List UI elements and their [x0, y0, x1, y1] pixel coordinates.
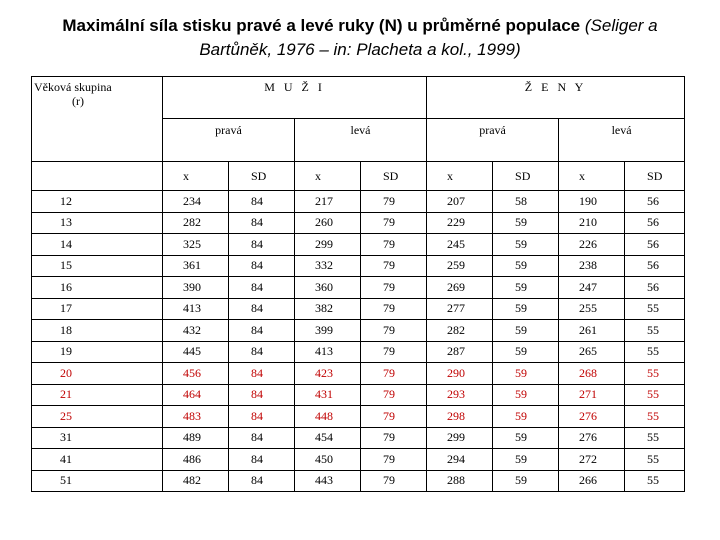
- age-cell: 17: [32, 298, 163, 320]
- table-row: [32, 298, 685, 320]
- men-left-sd-cell: 79: [361, 427, 427, 449]
- men-right-sd-cell: 84: [229, 427, 295, 449]
- men-right-x-cell: 486: [163, 449, 229, 471]
- women-right-x-cell: 288: [427, 470, 493, 492]
- men-right-sd-cell: 84: [229, 470, 295, 492]
- women-left-sd-cell: 55: [625, 363, 685, 385]
- men-right-x-header: x: [163, 162, 229, 191]
- women-left-x-cell: 226: [559, 234, 625, 256]
- age-cell: 51: [32, 470, 163, 492]
- men-left-sd-cell: 79: [361, 298, 427, 320]
- men-right-x-cell: 325: [163, 234, 229, 256]
- women-left-sd-cell: 55: [625, 298, 685, 320]
- men-left-x-cell: 399: [295, 320, 361, 342]
- men-right-x-cell: 464: [163, 384, 229, 406]
- men-left-sd-cell: 79: [361, 341, 427, 363]
- men-left-sd-cell: 79: [361, 191, 427, 213]
- men-right-sd-header: SD: [229, 162, 295, 191]
- men-left-x-cell: 260: [295, 212, 361, 234]
- women-left-x-cell: 238: [559, 255, 625, 277]
- men-left-sd-cell: 79: [361, 212, 427, 234]
- men-left-x-cell: 332: [295, 255, 361, 277]
- table-row: [32, 341, 685, 363]
- women-left-sd-cell: 56: [625, 191, 685, 213]
- table-row: [32, 470, 685, 492]
- women-right-sd-cell: 58: [493, 191, 559, 213]
- men-right-sd-cell: 84: [229, 212, 295, 234]
- age-group-unit: (r): [72, 94, 84, 108]
- age-group-label: Věková skupina: [34, 80, 112, 94]
- women-left-sd-cell: 56: [625, 255, 685, 277]
- page-title: [20, 14, 700, 62]
- women-right-x-cell: 277: [427, 298, 493, 320]
- men-left-sd-cell: 79: [361, 449, 427, 471]
- men-left-x-cell: 423: [295, 363, 361, 385]
- men-left-sd-cell: 79: [361, 470, 427, 492]
- women-left-x-cell: 266: [559, 470, 625, 492]
- table-row: [32, 449, 685, 471]
- men-left-sd-cell: 79: [361, 320, 427, 342]
- women-right-sd-cell: 59: [493, 363, 559, 385]
- women-left-x-cell: 265: [559, 341, 625, 363]
- men-left-sd-cell: 79: [361, 234, 427, 256]
- age-group-header: [32, 77, 163, 162]
- men-right-x-cell: 390: [163, 277, 229, 299]
- grip-strength-table: [31, 76, 685, 492]
- women-right-sd-cell: 59: [493, 384, 559, 406]
- women-right-x-cell: 294: [427, 449, 493, 471]
- women-right-sd-cell: 59: [493, 427, 559, 449]
- table-row: [32, 406, 685, 428]
- age-cell: 41: [32, 449, 163, 471]
- women-left-sd-cell: 55: [625, 427, 685, 449]
- women-left-x-cell: 271: [559, 384, 625, 406]
- men-left-x-header: x: [295, 162, 361, 191]
- age-cell: 20: [32, 363, 163, 385]
- women-right-sd-cell: 59: [493, 470, 559, 492]
- title-citation-start: (Seliger a: [584, 16, 658, 35]
- men-left-sd-cell: 79: [361, 384, 427, 406]
- age-cell: 25: [32, 406, 163, 428]
- women-right-sd-cell: 59: [493, 212, 559, 234]
- men-right-x-cell: 482: [163, 470, 229, 492]
- men-left-x-cell: 413: [295, 341, 361, 363]
- women-left-sd-cell: 56: [625, 212, 685, 234]
- men-left-sd-header: SD: [361, 162, 427, 191]
- men-right-sd-cell: 84: [229, 449, 295, 471]
- men-left-x-cell: 360: [295, 277, 361, 299]
- table-row: [32, 255, 685, 277]
- age-cell: 18: [32, 320, 163, 342]
- women-right-x-cell: 299: [427, 427, 493, 449]
- women-right-x-cell: 207: [427, 191, 493, 213]
- women-left-x-cell: 268: [559, 363, 625, 385]
- women-right-sd-cell: 59: [493, 449, 559, 471]
- women-left-sd-cell: 55: [625, 320, 685, 342]
- women-left-sd-cell: 56: [625, 277, 685, 299]
- table-row: [32, 191, 685, 213]
- men-right-x-cell: 234: [163, 191, 229, 213]
- men-header: M U Ž I: [163, 77, 427, 119]
- women-left-x-cell: 247: [559, 277, 625, 299]
- men-right-sd-cell: 84: [229, 277, 295, 299]
- title-main: Maximální síla stisku pravé a levé ruky (N) u průměrné populace: [62, 16, 581, 35]
- women-right-x-cell: 290: [427, 363, 493, 385]
- men-right-x-cell: 483: [163, 406, 229, 428]
- men-right-sd-cell: 84: [229, 191, 295, 213]
- men-left-x-cell: 443: [295, 470, 361, 492]
- age-cell: 31: [32, 427, 163, 449]
- women-left-sd-header: SD: [625, 162, 685, 191]
- age-subheader-empty: [32, 162, 163, 191]
- women-left-x-cell: 261: [559, 320, 625, 342]
- age-cell: 13: [32, 212, 163, 234]
- men-left-x-cell: 431: [295, 384, 361, 406]
- women-right-x-cell: 245: [427, 234, 493, 256]
- men-right-sd-cell: 84: [229, 341, 295, 363]
- men-left-sd-cell: 79: [361, 277, 427, 299]
- women-left-x-cell: 255: [559, 298, 625, 320]
- women-right-sd-cell: 59: [493, 234, 559, 256]
- men-left-header: levá: [295, 119, 427, 162]
- women-left-x-cell: 210: [559, 212, 625, 234]
- women-header: Ž E N Y: [427, 77, 685, 119]
- men-right-x-cell: 445: [163, 341, 229, 363]
- women-left-x-cell: 272: [559, 449, 625, 471]
- men-right-sd-cell: 84: [229, 320, 295, 342]
- women-left-sd-cell: 55: [625, 470, 685, 492]
- men-left-x-cell: 299: [295, 234, 361, 256]
- table-row: [32, 363, 685, 385]
- women-right-x-cell: 282: [427, 320, 493, 342]
- women-left-x-cell: 276: [559, 427, 625, 449]
- women-right-x-cell: 259: [427, 255, 493, 277]
- men-right-x-cell: 282: [163, 212, 229, 234]
- age-cell: 19: [32, 341, 163, 363]
- women-right-x-cell: 298: [427, 406, 493, 428]
- age-cell: 12: [32, 191, 163, 213]
- men-left-x-cell: 454: [295, 427, 361, 449]
- women-right-x-cell: 269: [427, 277, 493, 299]
- women-right-x-cell: 287: [427, 341, 493, 363]
- men-left-sd-cell: 79: [361, 255, 427, 277]
- men-left-sd-cell: 79: [361, 406, 427, 428]
- men-right-x-cell: 489: [163, 427, 229, 449]
- table-row: [32, 320, 685, 342]
- table-row: [32, 277, 685, 299]
- men-left-x-cell: 448: [295, 406, 361, 428]
- women-right-x-header: x: [427, 162, 493, 191]
- men-right-sd-cell: 84: [229, 234, 295, 256]
- age-cell: 16: [32, 277, 163, 299]
- women-right-sd-cell: 59: [493, 277, 559, 299]
- women-right-sd-cell: 59: [493, 406, 559, 428]
- table-row: [32, 212, 685, 234]
- women-left-sd-cell: 55: [625, 341, 685, 363]
- women-left-x-header: x: [559, 162, 625, 191]
- women-right-sd-cell: 59: [493, 298, 559, 320]
- men-right-sd-cell: 84: [229, 384, 295, 406]
- table-row: [32, 384, 685, 406]
- men-right-header: pravá: [163, 119, 295, 162]
- women-left-x-cell: 190: [559, 191, 625, 213]
- women-right-sd-cell: 59: [493, 320, 559, 342]
- age-cell: 14: [32, 234, 163, 256]
- men-left-sd-cell: 79: [361, 363, 427, 385]
- women-right-header: pravá: [427, 119, 559, 162]
- women-right-sd-cell: 59: [493, 255, 559, 277]
- women-right-sd-header: SD: [493, 162, 559, 191]
- table-row: [32, 234, 685, 256]
- women-right-x-cell: 229: [427, 212, 493, 234]
- men-right-x-cell: 413: [163, 298, 229, 320]
- men-left-x-cell: 382: [295, 298, 361, 320]
- age-cell: 21: [32, 384, 163, 406]
- women-right-sd-cell: 59: [493, 341, 559, 363]
- women-left-sd-cell: 55: [625, 384, 685, 406]
- title-citation-end: Bartůněk, 1976 – in: Placheta a kol., 1999): [199, 40, 521, 59]
- men-right-x-cell: 432: [163, 320, 229, 342]
- men-right-sd-cell: 84: [229, 406, 295, 428]
- men-left-x-cell: 450: [295, 449, 361, 471]
- women-left-sd-cell: 55: [625, 449, 685, 471]
- men-right-sd-cell: 84: [229, 255, 295, 277]
- men-right-x-cell: 361: [163, 255, 229, 277]
- table-row: [32, 427, 685, 449]
- women-left-header: levá: [559, 119, 685, 162]
- men-left-x-cell: 217: [295, 191, 361, 213]
- women-right-x-cell: 293: [427, 384, 493, 406]
- age-cell: 15: [32, 255, 163, 277]
- women-left-sd-cell: 56: [625, 234, 685, 256]
- men-right-sd-cell: 84: [229, 298, 295, 320]
- men-right-sd-cell: 84: [229, 363, 295, 385]
- women-left-x-cell: 276: [559, 406, 625, 428]
- women-left-sd-cell: 55: [625, 406, 685, 428]
- men-right-x-cell: 456: [163, 363, 229, 385]
